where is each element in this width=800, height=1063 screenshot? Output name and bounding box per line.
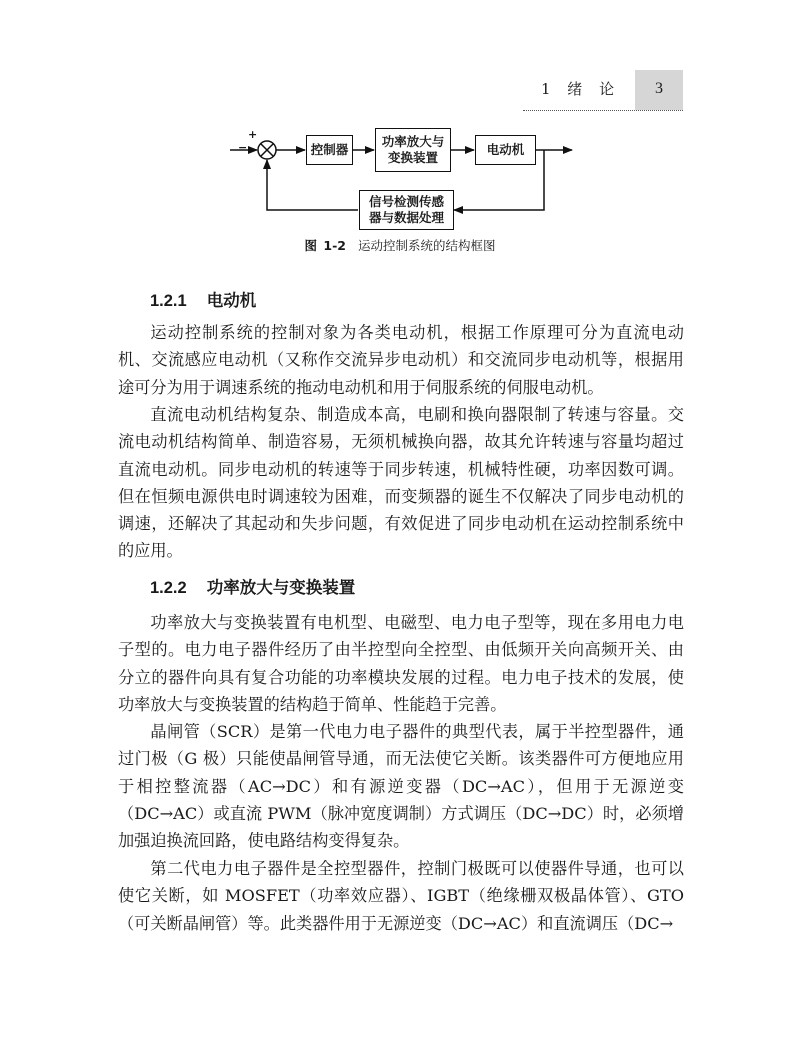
figure-caption-text: 运动控制系统的结构框图 xyxy=(357,238,496,253)
section-title: 电动机 xyxy=(206,291,257,310)
section-heading-1-2-2 xyxy=(150,574,355,598)
figure-caption xyxy=(0,236,800,254)
plus-sign: + xyxy=(248,128,258,141)
page-header xyxy=(523,70,683,111)
paragraph: 第二代电力电子器件是全控型器件，控制门极既可以使器件导通，也可以使它关断，如 MOSFET（功率效应器）、IGBT（绝缘栅双极晶体管）、GTO（可关断晶闸管）等。此类器件用于无源逆变（DC→AC）和直流调压（DC→ xyxy=(118,859,684,933)
paragraph: 功率放大与变换装置有电机型、电磁型、电力电子型等，现在多用电力电子型的。电力电子器件经历了由半控型向全控型、由低频开关向高频开关、由分立的器件向具有复合功能的功率模块发展的过程。电力电子技术的发展，使功率放大与变换装置的结构趋于简单、性能趋于完善。 xyxy=(118,613,684,714)
paragraph: 运动控制系统的控制对象为各类电动机，根据工作原理可分为直流电动机、交流感应电动机（又称作交流异步电动机）和交流同步电动机等，根据用途可分为用于调速系统的拖动电动机和用于伺服系统的伺服电动机。 xyxy=(118,323,684,397)
chapter-title: 1 绪 论 xyxy=(541,80,621,98)
controller-label: 控制器 xyxy=(310,142,349,157)
section-number: 1.2.1 xyxy=(150,292,187,310)
section-number: 1.2.2 xyxy=(150,579,187,597)
controller-block xyxy=(306,135,353,165)
motor-block xyxy=(475,135,536,165)
page-number: 3 xyxy=(635,70,683,110)
section-title: 功率放大与变换装置 xyxy=(206,578,356,597)
minus-sign: − xyxy=(238,141,248,154)
paragraph: 直流电动机结构复杂、制造成本高，电刷和换向器限制了转速与容量。交流电动机结构简单、制造容易，无须机械换向器，故其允许转速与容量均超过直流电动机。同步电动机的转速等于同步转速，机械特性硬，功率因数可调。但在恒频电源供电时调速较为困难，而变频器的诞生不仅解决了同步电动机的调速，还解决了其起动和失步问题，有效促进了同步电动机在运动控制系统中的应用。 xyxy=(118,405,684,561)
amplifier-label-1: 功率放大与 xyxy=(381,134,445,149)
block-diagram xyxy=(230,122,590,234)
amplifier-label-2: 变换装置 xyxy=(387,150,438,165)
feedback-label-2: 器与数据处理 xyxy=(368,210,444,225)
feedback-label-1: 信号检测传感 xyxy=(368,194,444,209)
motor-label: 电动机 xyxy=(486,142,525,157)
amplifier-block xyxy=(375,128,451,172)
section-heading-1-2-1 xyxy=(150,287,256,311)
feedback-block xyxy=(359,190,454,230)
figure-caption-label: 图 1-2 xyxy=(304,238,346,253)
paragraph: 晶闸管（SCR）是第一代电力电子器件的典型代表，属于半控型器件，通过门极（G 极）只能使晶闸管导通，而无法使它关断。该类器件可方便地应用于相控整流器（AC→DC）和有源逆变器（DC→AC），但用于无源逆变（DC→AC）或直流 PWM（脉冲宽度调制）方式调压（DC→DC）时，必须增加强迫换流回路，使电路结构变得复杂。 xyxy=(118,722,684,851)
